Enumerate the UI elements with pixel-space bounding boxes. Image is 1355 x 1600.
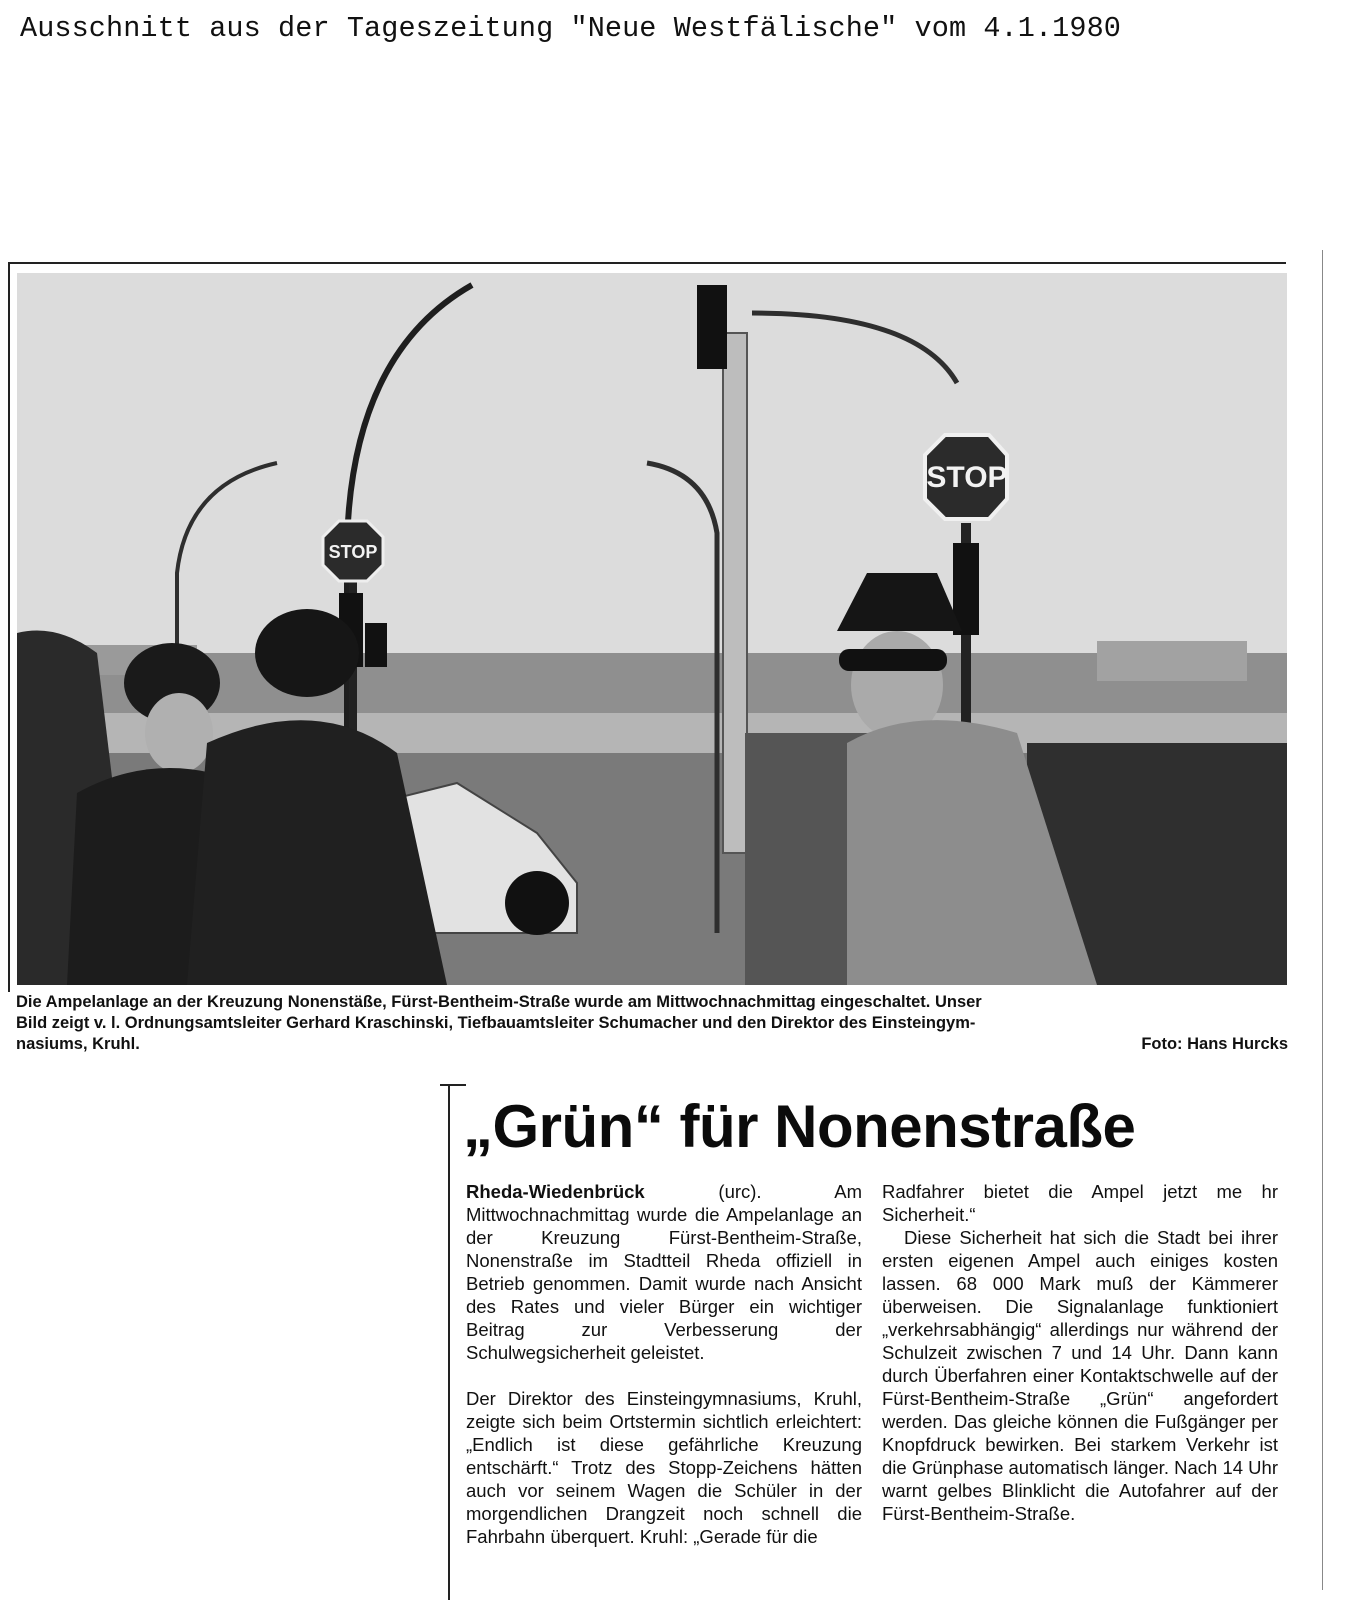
photo-illustration: [17, 273, 1287, 985]
archive-header: Ausschnitt aus der Tageszeitung "Neue Westfälische" vom 4.1.1980: [20, 12, 1121, 45]
paragraph-1-text: (urc). Am Mittwochnachmittag wurde die Ampelanlage an der Kreuzung Fürst-Bentheim-Straße, Nonenstraße im Stadtteil Rheda offiziell in Betrieb genommen. Damit wurde nach Ansicht des Rates und vieler Bürger ein wichtiger Beitrag zur Verbesserung der Schulwegsicherheit geleistet.: [466, 1181, 862, 1363]
article-column-right: [882, 1180, 1278, 1525]
article-paragraph-4: Diese Sicherheit hat sich die Stadt bei ihrer ersten eigenen Ampel auch einiges kosten lassen. 68 000 Mark muß der Kämmerer überweisen. Die Signalanlage funktioniert „verkehrsabhängig“ allerdings nur während der Schulzeit zwischen 7 und 14 Uhr. Dann kann durch Überfahren einer Kontaktschwelle auf der Fürst-Bentheim-Straße „Grün“ angefordert werden. Das gleiche können die Fußgänger per Knopfdruck bewirken. Bei starkem Verkehr ist die Grünphase automatisch länger. Nach 14 Uhr warnt gelbes Blinklicht die Autofahrer auf der Fürst-Bentheim-Straße.: [882, 1227, 1278, 1524]
stop-sign-right: STOP: [926, 461, 1008, 494]
photo-caption: [16, 992, 1288, 1055]
newspaper-photo: [17, 273, 1287, 985]
column-rule: [448, 1086, 450, 1600]
article-paragraph-3: Radfahrer bietet die Ampel jetzt me hr Sicherheit.“: [882, 1181, 1278, 1225]
photo-credit: Foto: Hans Hurcks: [1141, 1035, 1288, 1053]
clipping-border-right: [1322, 250, 1323, 1590]
clipping-border-left: [8, 262, 10, 992]
article-paragraph-2: Der Direktor des Einsteingymnasiums, Kruhl, zeigte sich beim Ortstermin sichtlich erleichtert: „Endlich ist diese gefährliche Kreuzung entschärft.“ Trotz des Stopp-Zeichens hätten auch vor seinem Wagen die Schüler in der morgendlichen Drangzeit noch schnell die Fahrbahn überquert. Kruhl: „Gerade für die: [466, 1388, 862, 1547]
article-paragraph: [466, 1180, 862, 1364]
caption-line-1: Die Ampelanlage an der Kreuzung Nonenstäße, Fürst-Bentheim-Straße wurde am Mittwochnachmittag eingeschaltet. Unser: [16, 993, 982, 1011]
article-headline: „Grün“ für Nonenstraße: [463, 1093, 1136, 1160]
caption-line-3: nasiums, Kruhl.: [16, 1035, 140, 1053]
stop-sign-left: STOP: [328, 542, 378, 562]
caption-line-2: Bild zeigt v. l. Ordnungsamtsleiter Gerhard Kraschinski, Tiefbauamtsleiter Schumacher und den Direktor des Einsteingym-: [16, 1014, 976, 1032]
clipping-border-top: [8, 262, 1286, 264]
article-dateline: Rheda-Wiedenbrück: [466, 1181, 645, 1202]
article-column-left: [466, 1180, 862, 1548]
column-rule-tick: [440, 1084, 466, 1086]
